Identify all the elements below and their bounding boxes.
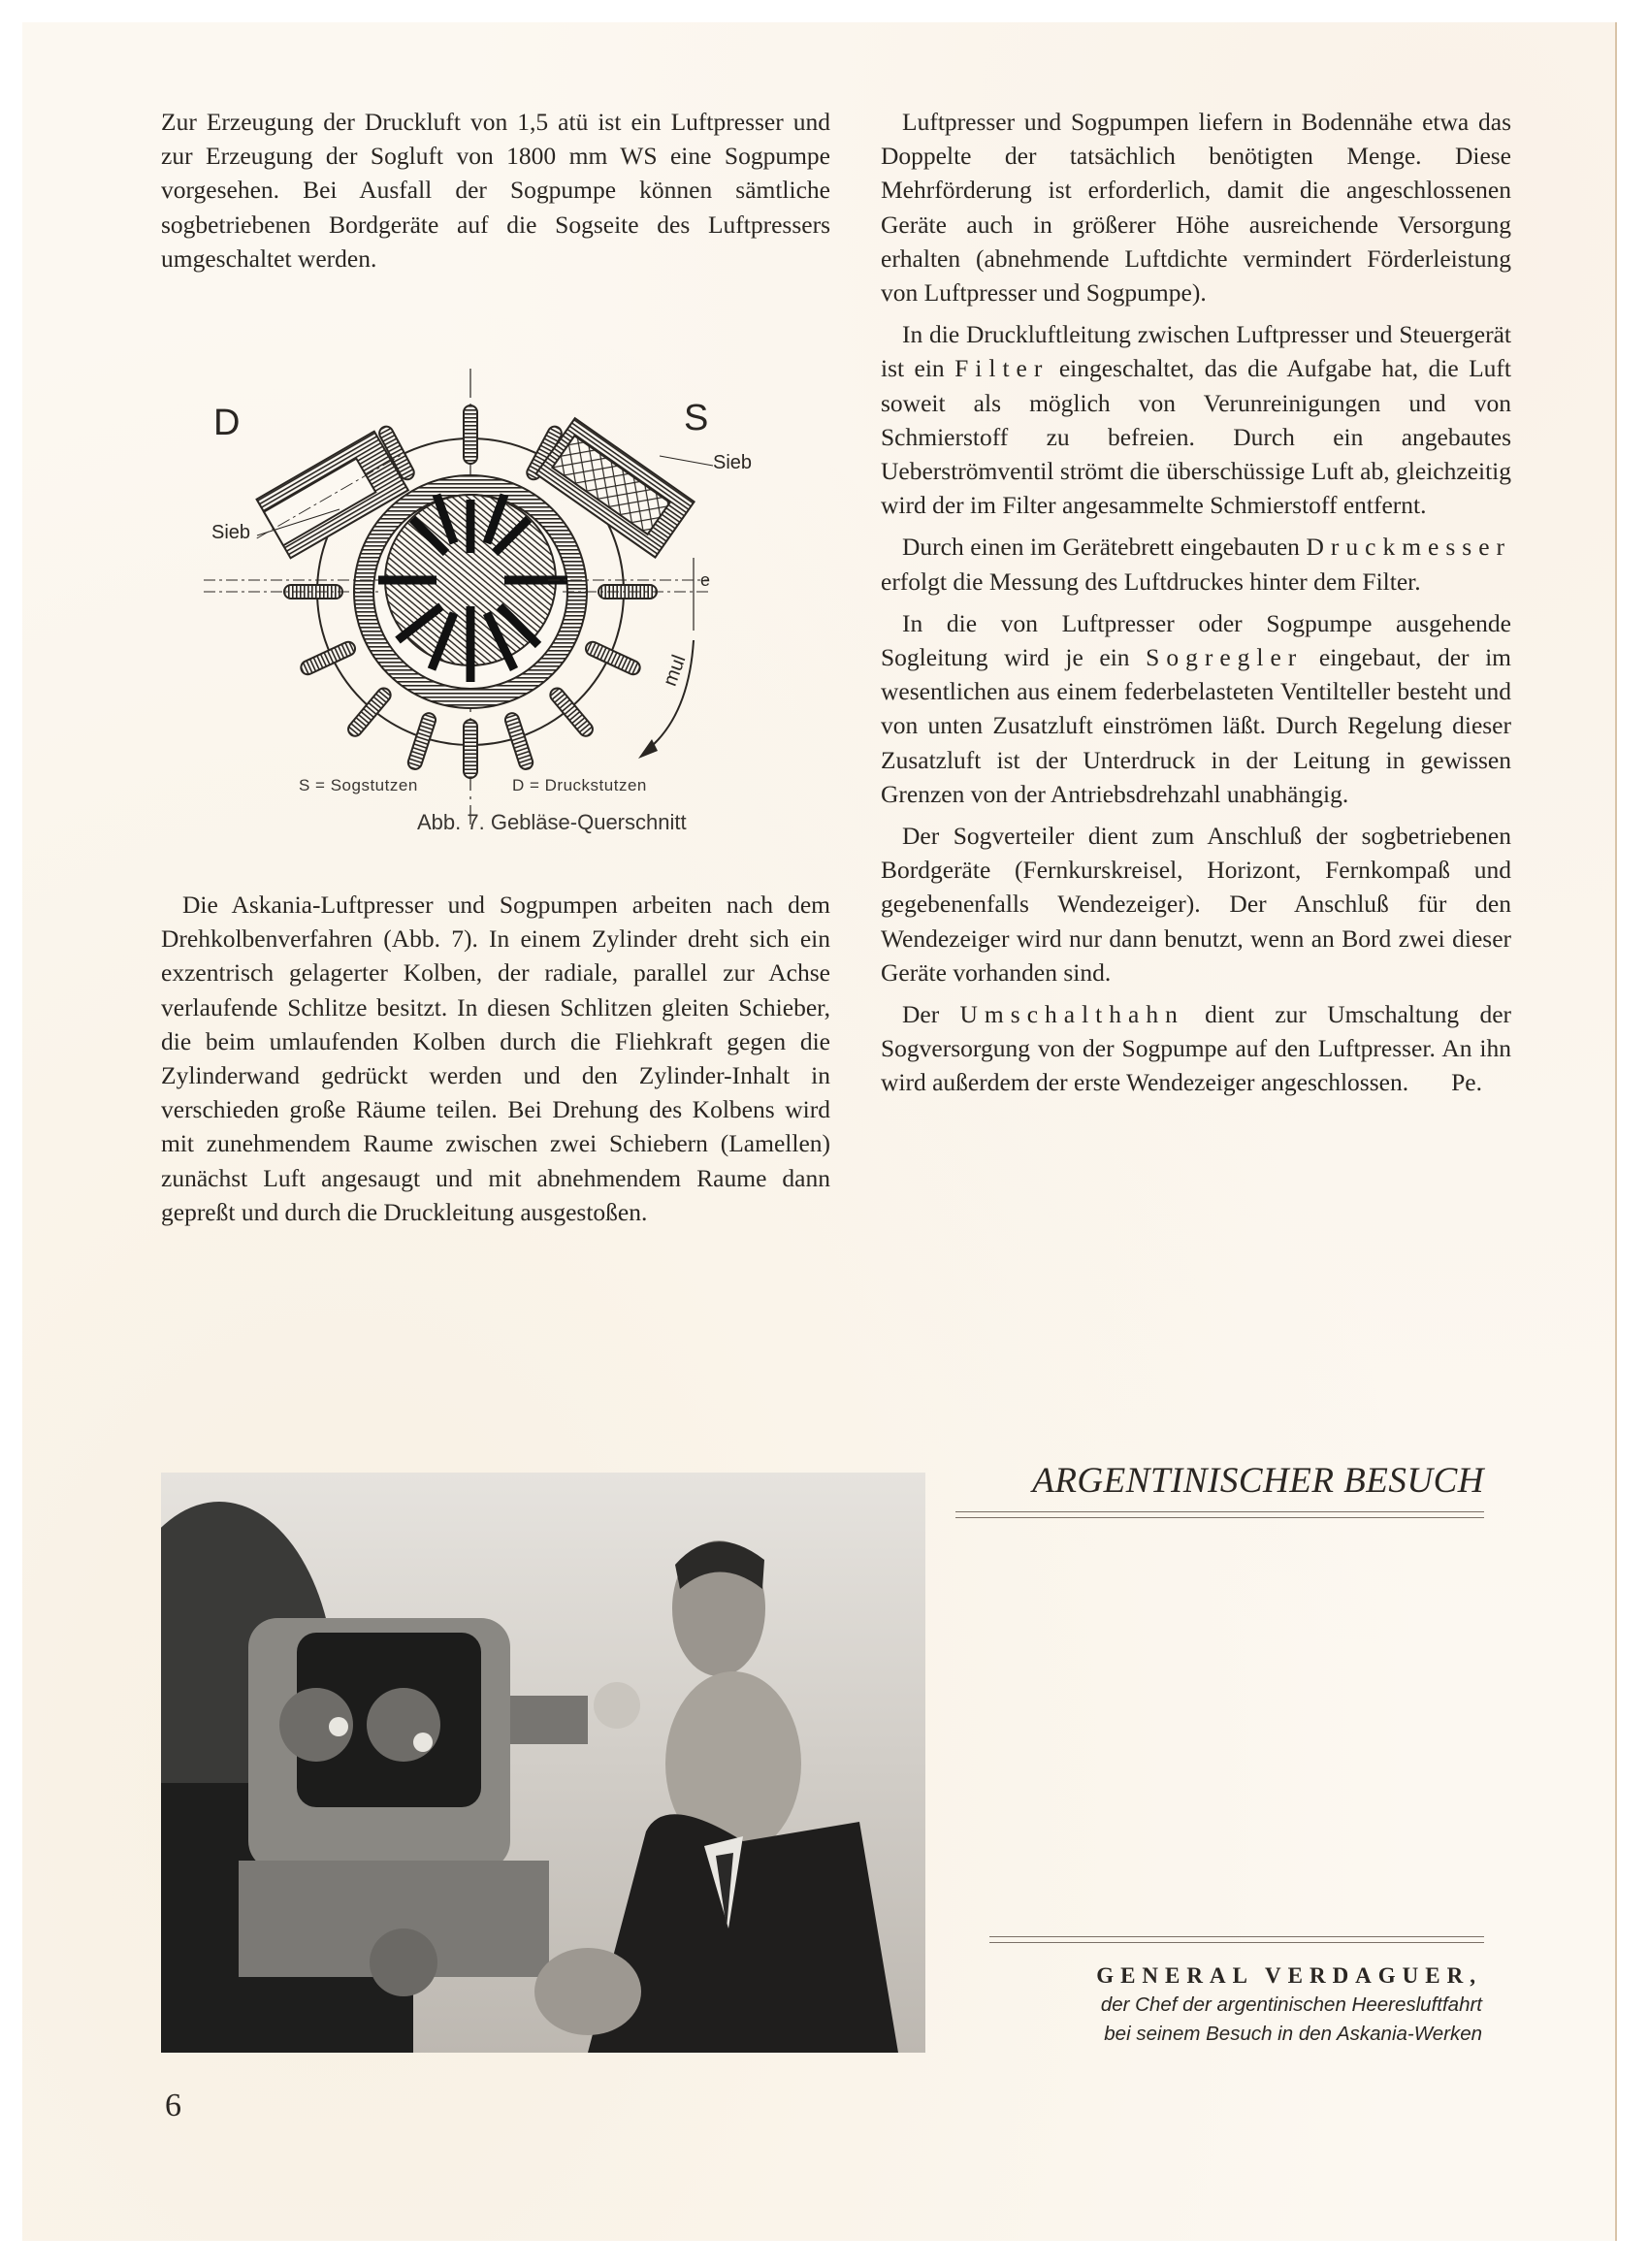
page-edge bbox=[1615, 22, 1617, 2241]
emphasis-umschalthahn: Umschalthahn bbox=[959, 1000, 1184, 1029]
author-signature: Pe. bbox=[1451, 1068, 1482, 1097]
photo-image bbox=[161, 1473, 925, 2053]
label-rotation: mul bbox=[659, 652, 691, 690]
paragraph-supply: Luftpresser und Sogpumpen liefern in Bodennähe etwa das Doppelte der tatsächlich benötigten Menge. Diese Mehrförderung ist erforderlich, damit die angeschlossenen Geräte auch in größerer Höhe ausreichende Versorgung erhalten (abnehmende Luftdichte vermindert Förderleistung von Luftpresser und Sogpumpe). bbox=[881, 108, 1511, 308]
intro-paragraph: Zur Erzeugung der Druckluft von 1,5 atü ist ein Luftpresser und zur Erzeugung der Sogluft von 1800 mm WS eine Sogpumpe vorgesehen. Bei Ausfall der Sogpumpe können sämtliche sogbetriebenen Bordgeräte auf die Sogseite des Luftpressers umgeschaltet werden. bbox=[161, 108, 830, 273]
right-column bbox=[881, 105, 1511, 1100]
label-e: e bbox=[700, 570, 711, 590]
paragraph-suction-regulator: In die von Luftpresser oder Sogpumpe ausgehende Sogleitung wird je ein Sogregler eingebaut, der im wesentlichen aus einem federbelasteten Ventilteller besteht und von unten Zusatzluft einströmen läßt. Durch Regelung dieser Zusatzluft ist der Unterdruck in der Leitung in gewissen Grenzen von der Antriebsdrehzahl unabhängig. bbox=[881, 608, 1512, 808]
label-d: D bbox=[213, 403, 241, 443]
paragraph-filter: In die Druckluftleitung zwischen Luftpresser und Steuergerät ist ein Filter eingeschaltet, das die Aufgabe hat, die Luft soweit als möglich von Verunreinigungen und von Schmierstoff zu befreien. Durch ein angebautes Ueberströmventil strömt die überschüssige Luft ab, gleichzeitig wird der im Filter angesammelte Schmierstoff entfernt. bbox=[881, 320, 1512, 520]
caption-rule-1 bbox=[989, 1936, 1484, 1937]
heading-rule-1 bbox=[955, 1511, 1484, 1512]
heading-rule-2 bbox=[955, 1517, 1484, 1518]
emphasis-druckmesser: Druckmesser bbox=[1306, 533, 1512, 562]
page-number: 6 bbox=[165, 2088, 181, 2123]
label-sieb-left: Sieb bbox=[211, 522, 251, 543]
caption-rule-2 bbox=[989, 1942, 1484, 1943]
photo-caption-line-2: bei seinem Besuch in den Askania-Werken bbox=[1104, 2023, 1482, 2045]
left-column-intro bbox=[161, 105, 830, 275]
paragraph-distributor: Der Sogverteiler dient zum Anschluß der sogbetriebenen Bordgeräte (Fernkurskreisel, Horizont, Fernkompaß und gegebenenfalls Wendezeiger). Der Anschluß für den Wendezeiger wird nur dann benutzt, wenn an Bord zwei dieser Geräte vorhanden sind. bbox=[881, 822, 1511, 987]
article-heading: ARGENTINISCHER BESUCH bbox=[1032, 1461, 1484, 1501]
left-column-body bbox=[161, 888, 830, 1229]
label-sieb-right: Sieb bbox=[713, 452, 753, 473]
blower-cross-section-diagram bbox=[204, 359, 786, 844]
paragraph-switch-valve: Der Umschalthahn dient zur Umschaltung der Sogversorgung von der Sogpumpe auf den Luftpresser. An ihn wird außerdem der erste Wendezeiger angeschlossen. Pe. bbox=[881, 997, 1511, 1100]
paragraph-pressure-gauge: Durch einen im Gerätebrett eingebauten Druckmesser erfolgt die Messung des Luftdruckes hinter dem Filter. bbox=[881, 533, 1512, 596]
body-paragraph: Die Askania-Luftpresser und Sogpumpen arbeiten nach dem Drehkolbenverfahren (Abb. 7). In einem Zylinder dreht sich ein exzentrisch gelagerter Kolben, der radiale, parallel zur Achse verlaufende Schlitze besitzt. In diesen Schlitzen gleiten Schieber, die beim umlaufenden Kolben durch die Fliehkraft gegen die Zylinderwand gedrückt werden und den Zylinder-Inhalt in verschieden große Räume teilen. Bei Drehung des Kolbens wird mit zunehmendem Raume zwischen zwei Schiebern (Lamellen) zunächst Luft angesaugt und mit abnehmendem Raume dann gepreßt und durch die Druckleitung ausgestoßen. bbox=[161, 891, 830, 1226]
figure-caption: Abb. 7. Gebläse-Querschnitt bbox=[417, 810, 687, 834]
legend-sogstutzen: S = Sogstutzen bbox=[299, 776, 418, 794]
label-s: S bbox=[684, 398, 709, 438]
legend-druckstutzen: D = Druckstutzen bbox=[512, 776, 647, 794]
visit-photograph bbox=[161, 1473, 925, 2053]
photo-caption-title: GENERAL VERDAGUER, bbox=[1096, 1963, 1482, 1988]
photo-caption-line-1: der Chef der argentinischen Heeresluftfahrt bbox=[1100, 1993, 1482, 2016]
emphasis-sogregler: Sogregler bbox=[1146, 643, 1304, 672]
emphasis-filter: Filter bbox=[954, 354, 1050, 383]
